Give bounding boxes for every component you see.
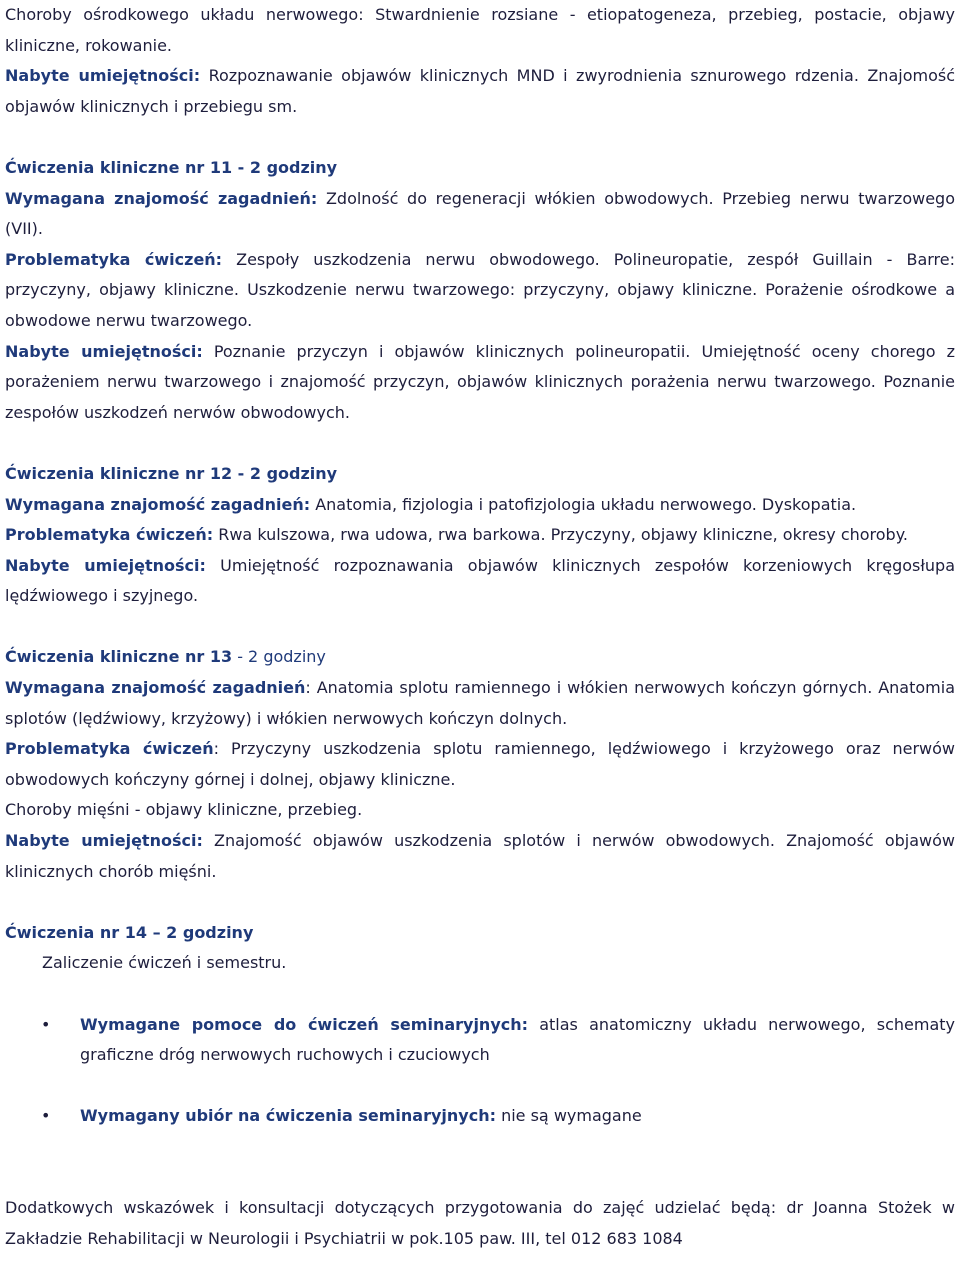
- bullet-icon: •: [41, 1106, 51, 1126]
- problems-label: Problematyka ćwiczeń: [5, 739, 214, 759]
- requirements-text: : Anatomia splotu ramiennego i włókien nerwowych kończyn górnych. Anatomia splotów (lędźwiowy, krzyżowy) i włókien nerwowych kończyn dolnych.: [5, 678, 955, 728]
- skills-label: Nabyte umiejętności:: [5, 341, 203, 361]
- section-13-extra: Choroby mięśni - objawy kliniczne, przebieg.: [5, 800, 363, 820]
- bullet-icon: •: [41, 1014, 51, 1034]
- section-11-title: Ćwiczenia kliniczne nr 11 - 2 godziny: [5, 157, 338, 177]
- problems-text: : Przyczyny uszkodzenia splotu ramiennego, lędźwiowego i krzyżowego oraz nerwów obwodowych kończyny górnej i dolnej, objawy kliniczne.: [5, 739, 955, 789]
- problems-label: Problematyka ćwiczeń:: [5, 525, 214, 545]
- intro-text: Choroby ośrodkowego układu nerwowego: Stwardnienie rozsiane - etiopatogeneza, przebieg, postacie, objawy kliniczne, rokowanie.: [5, 5, 955, 55]
- section-11-skills: [5, 337, 955, 429]
- skills-text: Poznanie przyczyn i objawów klinicznych polineuropatii. Umiejętność oceny chorego z porażeniem nerwu twarzowego i znajomość przyczyn, objawów klinicznych porażenia nerwu twarzowego. Poznanie zespołów uszkodzeń nerwów obwodowych.: [5, 341, 955, 422]
- section-11-requirements: [5, 184, 955, 245]
- problems-text: Rwa kulszowa, rwa udowa, rwa barkowa. Przyczyny, objawy kliniczne, okresy choroby.: [213, 525, 908, 545]
- list-item-text: atlas anatomiczny układu nerwowego, schematy graficzne dróg nerwowych ruchowych i czuciowych: [80, 1014, 955, 1065]
- problems-text: Zespoły uszkodzenia nerwu obwodowego. Polineuropatie, zespół Guillain - Barre: przyczyny, objawy kliniczne. Uszkodzenie nerwu twarzowego: przyczyny, objawy kliniczne. Porażenie ośrodkowe a obwodowe nerwu twarzowego.: [5, 249, 956, 330]
- intro-paragraph: [5, 0, 955, 61]
- list-spacer: [5, 1071, 955, 1102]
- list-item-label: Wymagany ubiór na ćwiczenia seminaryjnych:: [80, 1106, 496, 1126]
- document-page: [5, 0, 955, 1254]
- section-13-title-rest: - 2 godziny: [232, 647, 326, 667]
- skills-text: Umiejętność rozpoznawania objawów klinicznych zespołów korzeniowych kręgosłupa lędźwiowego i szyjnego.: [5, 555, 956, 606]
- skills-label: Nabyte umiejętności:: [5, 831, 203, 851]
- section-13-requirements: [5, 673, 955, 734]
- section-11-problems: [5, 245, 955, 337]
- skills-label: Nabyte umiejętności:: [5, 66, 201, 86]
- section-12-problems: [5, 520, 955, 551]
- list-item: [5, 1010, 955, 1071]
- requirements-label: Wymagana znajomość zagadnień: [5, 678, 306, 698]
- section-14-text: Zaliczenie ćwiczeń i semestru.: [42, 953, 287, 973]
- section-13-skills: [5, 826, 955, 887]
- requirements-text: Zdolność do regeneracji włókien obwodowych. Przebieg nerwu twarzowego (VII).: [5, 188, 955, 239]
- list-item-text: nie są wymagane: [495, 1106, 642, 1126]
- requirements-list: [5, 1010, 955, 1132]
- requirements-label: Wymagana znajomość zagadnień:: [5, 188, 318, 208]
- list-item-label: Wymagane pomoce do ćwiczeń seminaryjnych:: [80, 1014, 529, 1034]
- list-item: [5, 1101, 955, 1132]
- intro-skills: [5, 61, 955, 122]
- section-12-title: Ćwiczenia kliniczne nr 12 - 2 godziny: [5, 463, 338, 483]
- section-12-skills: [5, 551, 955, 612]
- section-13-title: [5, 642, 955, 673]
- requirements-label: Wymagana znajomość zagadnień:: [5, 494, 311, 514]
- problems-label: Problematyka ćwiczeń:: [5, 249, 223, 269]
- section-13-problems: [5, 734, 955, 795]
- section-12-requirements: [5, 490, 955, 521]
- skills-text: Rozpoznawanie objawów klinicznych MND i zwyrodnienia sznurowego rdzenia. Znajomość objawów klinicznych i przebiegu sm.: [5, 66, 955, 116]
- requirements-text: Anatomia, fizjologia i patofizjologia układu nerwowego. Dyskopatia.: [310, 494, 857, 514]
- footer-note: Dodatkowych wskazówek i konsultacji dotyczących przygotowania do zajęć udzielać będą: dr Joanna Stożek w Zakładzie Rehabilitacji w Neurologii i Psychiatrii w pok.105 paw. III, tel 012 683 1084: [5, 1198, 955, 1248]
- skills-text: Znajomość objawów uszkodzenia splotów i nerwów obwodowych. Znajomość objawów klinicznych chorób mięśni.: [5, 831, 956, 881]
- skills-label: Nabyte umiejętności:: [5, 555, 206, 575]
- section-13-title-bold: Ćwiczenia kliniczne nr 13: [5, 647, 233, 667]
- section-14-title: Ćwiczenia nr 14 – 2 godziny: [5, 922, 254, 942]
